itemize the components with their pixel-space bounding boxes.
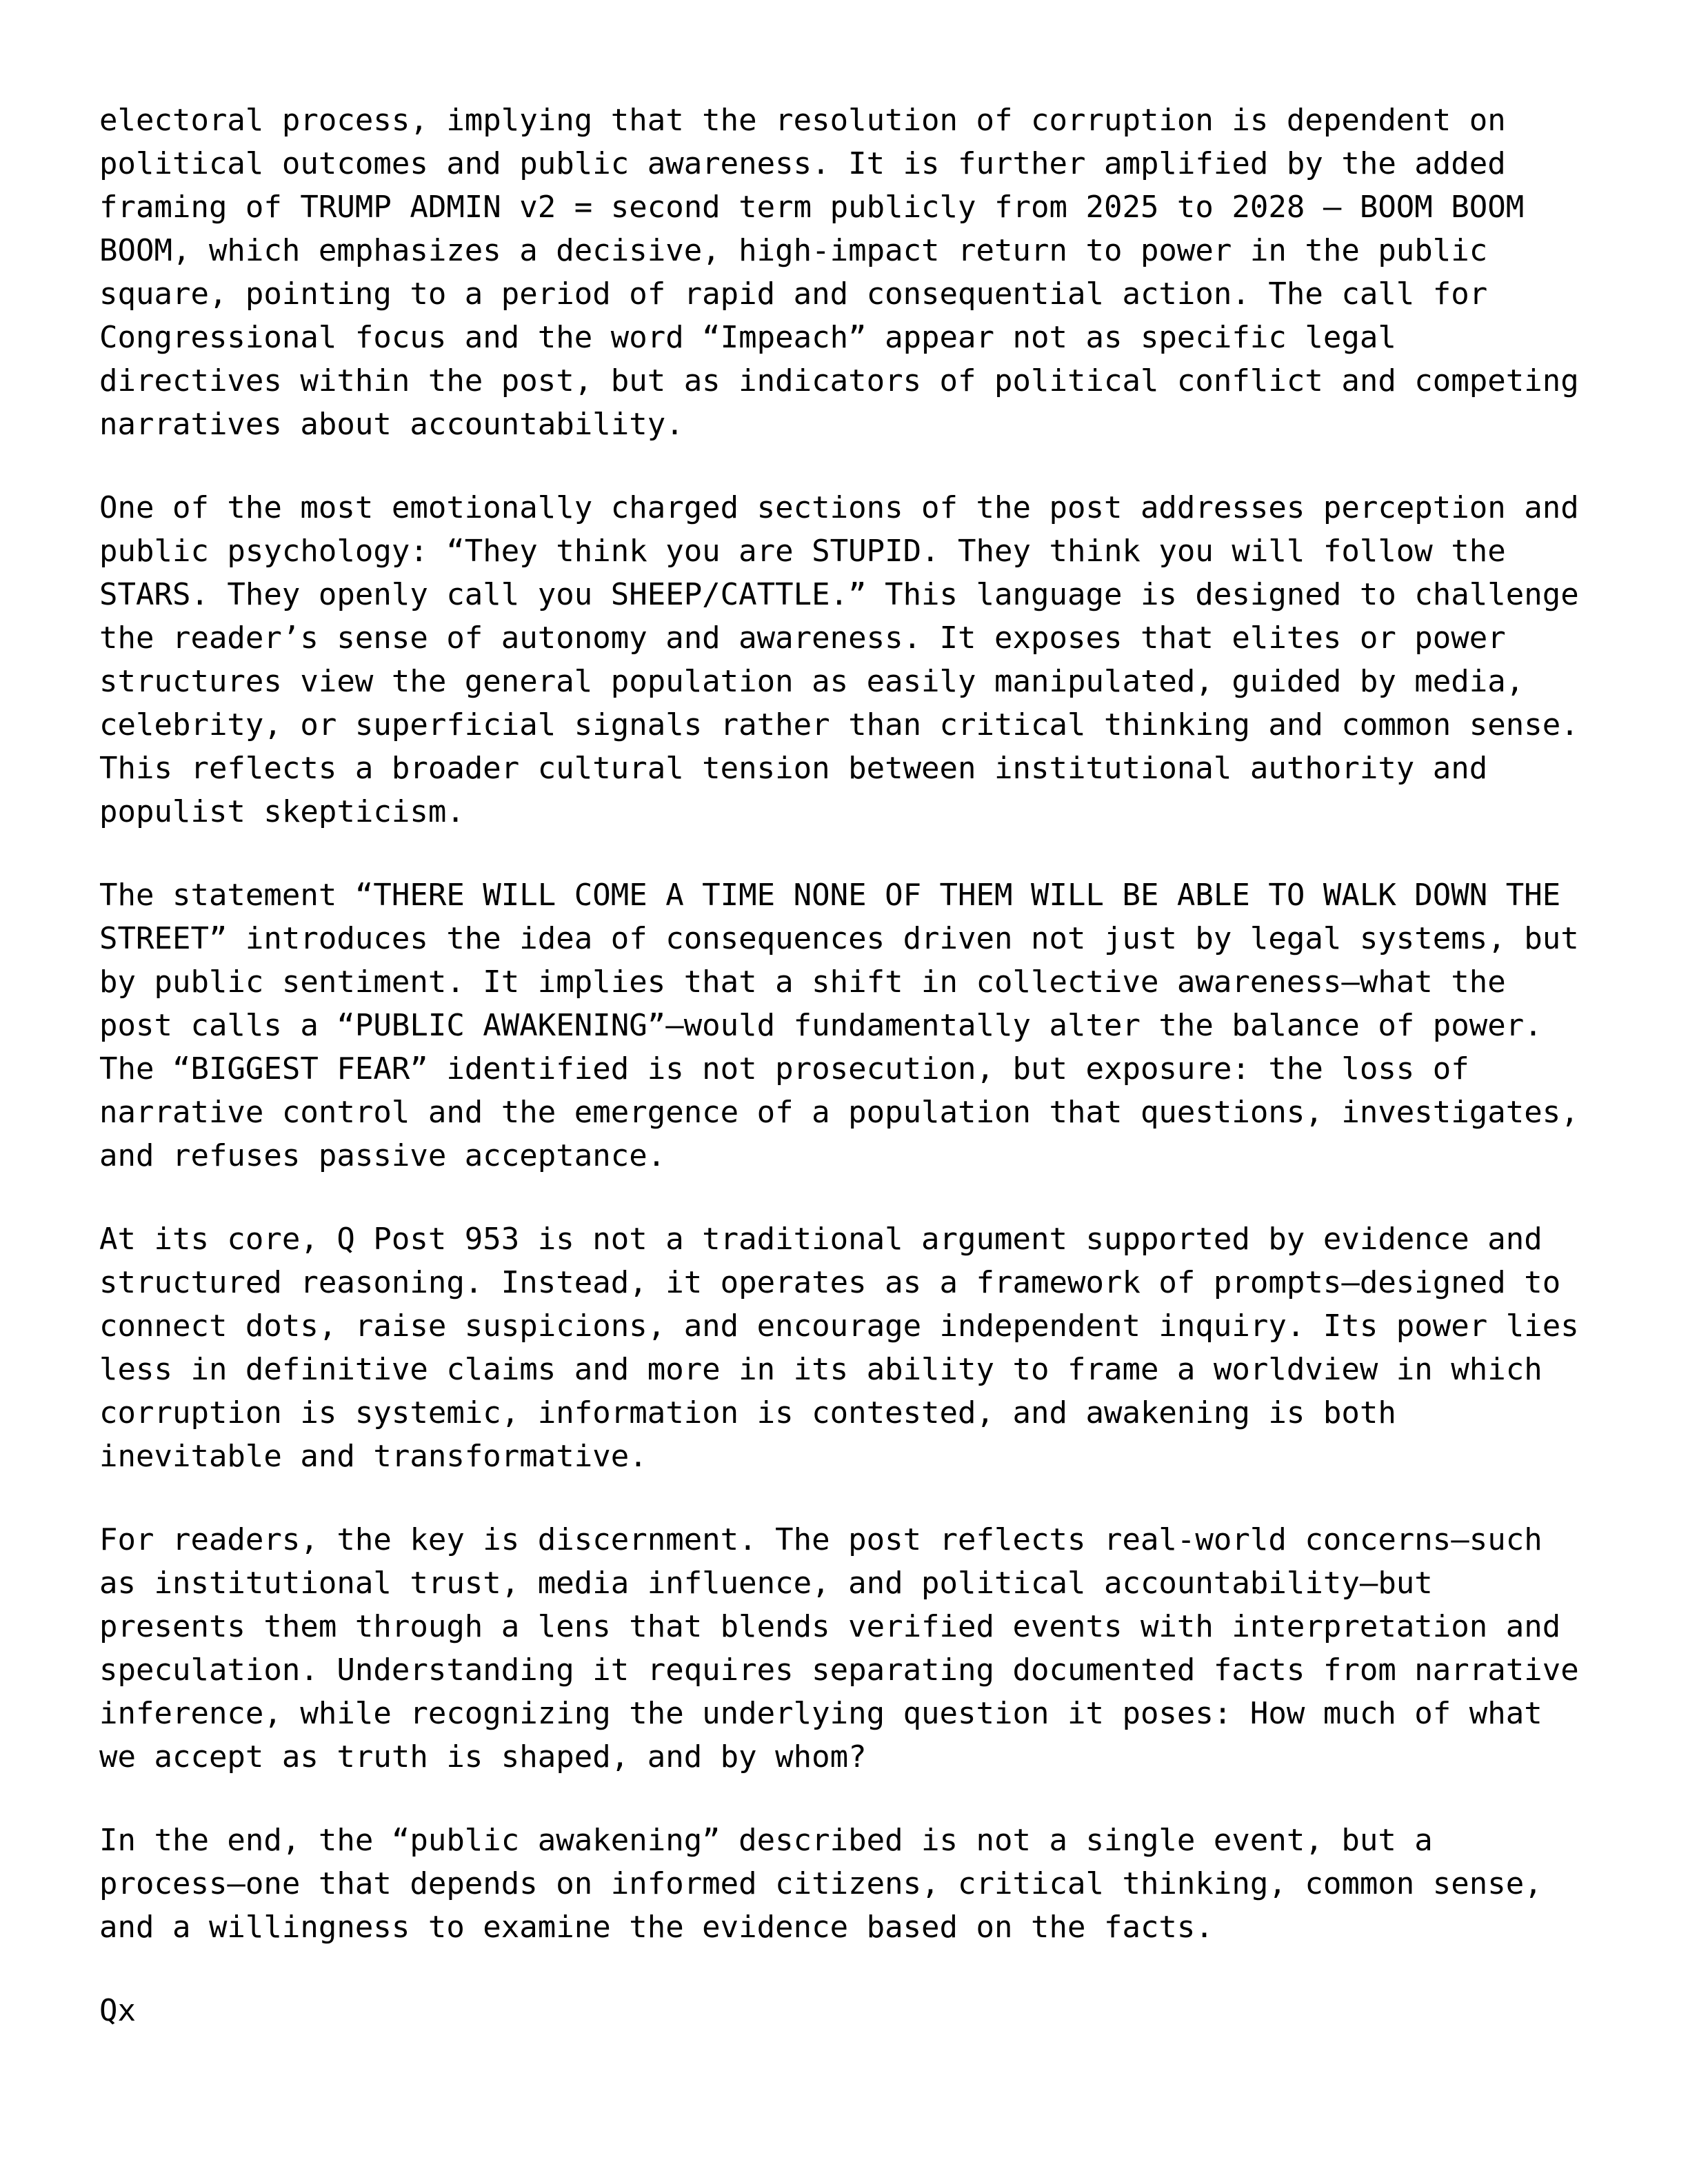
- text-line: presents them through a lens that blends verified events with interpretation and: [99, 1609, 1561, 1644]
- text-line: inference, while recognizing the underlying question it poses: How much of what: [99, 1696, 1543, 1731]
- text-line: political outcomes and public awareness. It is further amplified by the added: [99, 146, 1506, 181]
- paragraph-3: [99, 873, 1591, 1177]
- text-line: corruption is systemic, information is contested, and awakening is both: [99, 1395, 1396, 1430]
- text-line: structured reasoning. Instead, it operates as a framework of prompts—designed to: [99, 1265, 1561, 1300]
- text-line: public psychology: “They think you are STUPID. They think you will follow the: [99, 534, 1506, 569]
- text-line: speculation. Understanding it requires separating documented facts from narrative: [99, 1652, 1579, 1688]
- text-line: the reader’s sense of autonomy and awareness. It exposes that elites or power: [99, 620, 1506, 656]
- text-line: electoral process, implying that the resolution of corruption is dependent on: [99, 103, 1506, 138]
- text-line: For readers, the key is discernment. The post reflects real-world concerns—such: [99, 1522, 1543, 1557]
- text-line: BOOM, which emphasizes a decisive, high-impact return to power in the public: [99, 233, 1488, 268]
- text-line: framing of TRUMP ADMIN v2 = second term publicly from 2025 to 2028 — BOOM BOOM: [99, 190, 1525, 225]
- text-line: directives within the post, but as indicators of political conflict and competing: [99, 363, 1579, 398]
- text-line: populist skepticism.: [99, 794, 465, 829]
- paragraph-4: [99, 1217, 1591, 1478]
- text-line: The “BIGGEST FEAR” identified is not prosecution, but exposure: the loss of: [99, 1051, 1469, 1086]
- text-line: In the end, the “public awakening” described is not a single event, but a: [99, 1823, 1433, 1858]
- text-line: inevitable and transformative.: [99, 1439, 647, 1474]
- signature: [99, 1989, 1591, 2032]
- text-line: Qx: [99, 1993, 136, 2028]
- text-line: STARS. They openly call you SHEEP/CATTLE.” This language is designed to challenge: [99, 577, 1579, 612]
- text-line: STREET” introduces the idea of consequences driven not just by legal systems, but: [99, 921, 1579, 956]
- text-line: narratives about accountability.: [99, 407, 684, 442]
- document-body: [99, 99, 1591, 2032]
- text-line: structures view the general population as easily manipulated, guided by media,: [99, 664, 1525, 699]
- text-line: less in definitive claims and more in its ability to frame a worldview in which: [99, 1352, 1543, 1387]
- text-line: One of the most emotionally charged sections of the post addresses perception and: [99, 490, 1579, 525]
- text-line: as institutional trust, media influence, and political accountability—but: [99, 1566, 1433, 1601]
- text-line: by public sentiment. It implies that a shift in collective awareness—what the: [99, 964, 1506, 1000]
- paragraph-1: [99, 99, 1591, 446]
- text-line: square, pointing to a period of rapid and consequential action. The call for: [99, 276, 1488, 312]
- paragraph-6: [99, 1819, 1591, 1949]
- text-line: At its core, Q Post 953 is not a traditional argument supported by evidence and: [99, 1222, 1543, 1257]
- text-line: The statement “THERE WILL COME A TIME NONE OF THEM WILL BE ABLE TO WALK DOWN THE: [99, 878, 1561, 913]
- text-line: connect dots, raise suspicions, and encourage independent inquiry. Its power lies: [99, 1308, 1579, 1344]
- text-line: post calls a “PUBLIC AWAKENING”—would fundamentally alter the balance of power.: [99, 1008, 1543, 1043]
- text-line: narrative control and the emergence of a population that questions, investigates,: [99, 1095, 1579, 1130]
- text-line: process—one that depends on informed citizens, critical thinking, common sense,: [99, 1866, 1543, 1901]
- text-line: celebrity, or superficial signals rather than critical thinking and common sense.: [99, 707, 1579, 742]
- text-line: we accept as truth is shaped, and by whom?: [99, 1739, 867, 1775]
- text-line: This reflects a broader cultural tension between institutional authority and: [99, 751, 1488, 786]
- text-line: and refuses passive acceptance.: [99, 1138, 666, 1173]
- text-line: Congressional focus and the word “Impeach” appear not as specific legal: [99, 320, 1396, 355]
- text-line: and a willingness to examine the evidence based on the facts.: [99, 1910, 1214, 1945]
- paragraph-5: [99, 1518, 1591, 1779]
- paragraph-2: [99, 486, 1591, 833]
